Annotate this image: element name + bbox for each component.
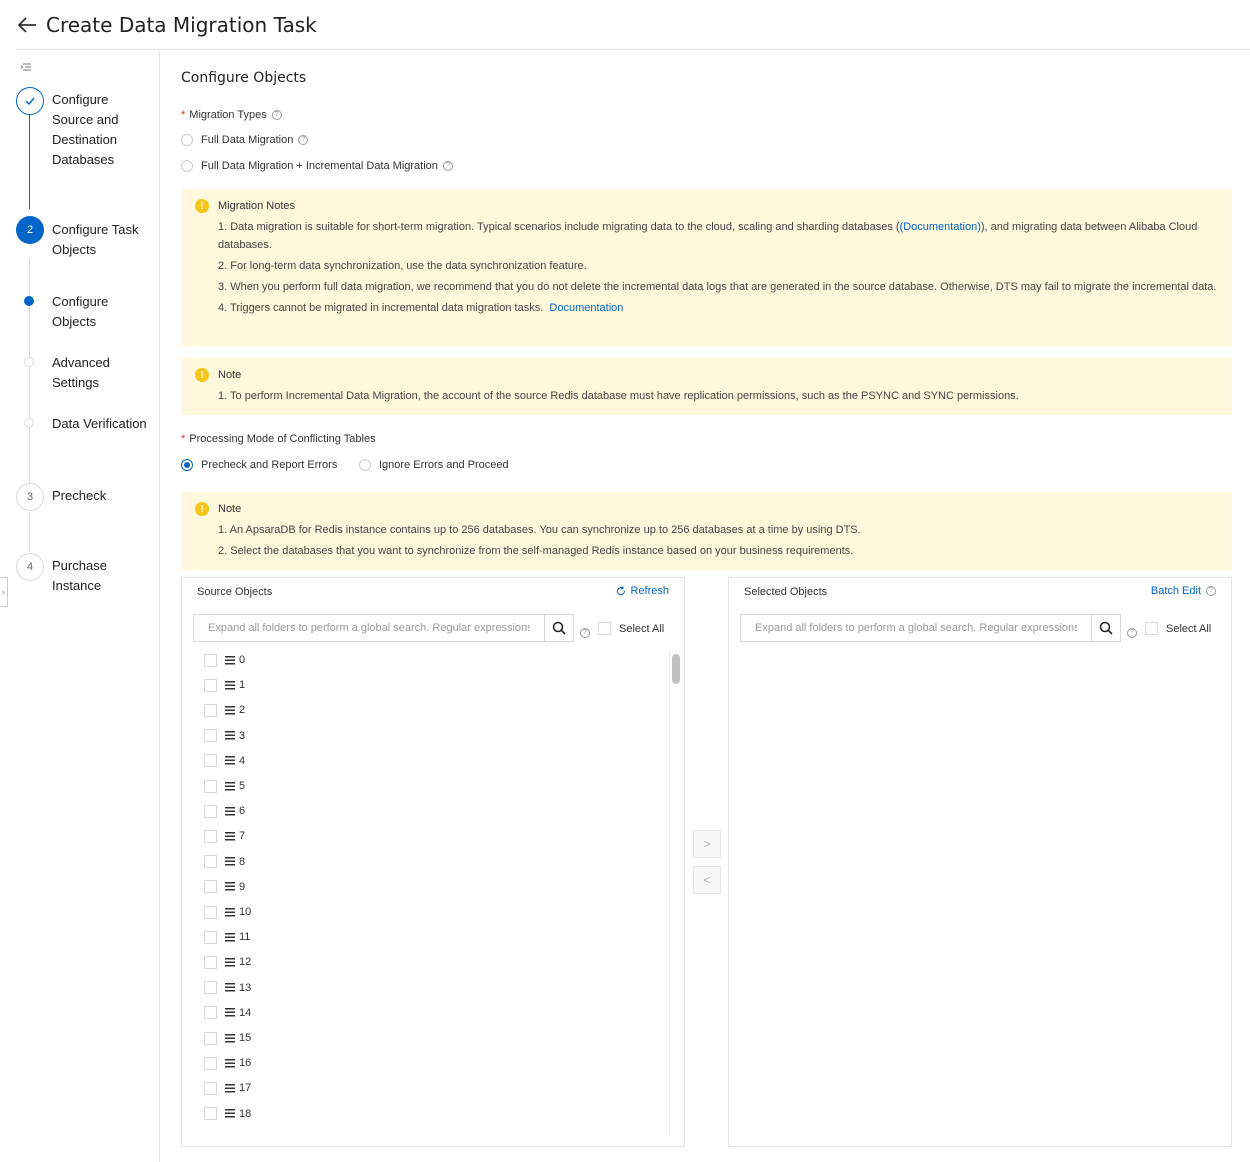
move-right-button[interactable] <box>693 830 721 858</box>
notice-header: ! Note <box>195 502 241 516</box>
conflict-mode-label: * Processing Mode of Conflicting Tables <box>181 433 376 445</box>
tree-item-label: 10 <box>239 906 252 918</box>
tree-item-label: 5 <box>239 780 246 792</box>
step-label-source-destination: Configure Source and Destination Databases <box>52 92 119 167</box>
step-1-done-icon <box>16 87 44 115</box>
step-label-purchase-instance: Purchase Instance <box>52 558 107 593</box>
section-title: Configure Objects <box>181 70 307 86</box>
tree-item-label: 0 <box>239 654 246 666</box>
refresh-button[interactable]: Refresh <box>616 585 669 597</box>
tree-item-label: 12 <box>239 956 252 969</box>
database-icon <box>225 857 235 866</box>
tree-item[interactable] <box>204 726 245 746</box>
database-icon <box>225 756 235 765</box>
migration-types-label: * Migration Types ? <box>181 109 282 121</box>
checkbox[interactable] <box>204 830 217 843</box>
panel-title: Selected Objects <box>744 586 828 598</box>
step-4-circle: 4 <box>16 553 44 581</box>
checkbox[interactable] <box>204 805 217 818</box>
tree-item[interactable] <box>204 650 245 670</box>
database-icon <box>225 958 235 967</box>
tree-item-label: 13 <box>239 981 252 994</box>
tree-item[interactable] <box>204 952 251 972</box>
database-icon <box>225 1109 235 1118</box>
help-icon[interactable]: ? <box>443 161 453 171</box>
tree-item[interactable] <box>204 902 251 922</box>
tree-item[interactable] <box>204 877 245 897</box>
tree-item-label: 11 <box>239 931 251 944</box>
checkbox[interactable] <box>204 1057 217 1070</box>
database-icon <box>225 983 235 992</box>
substep-dot-current <box>24 296 34 306</box>
radio-button[interactable] <box>181 160 193 172</box>
database-icon <box>225 807 235 816</box>
list-item: 1. Data migration is suitable for short-term migration. Typical scenarios include migrating data to the cloud, scaling and sharding databases ((Documentation)), and migrating data between Alibaba Cloud databases. <box>218 221 1198 251</box>
database-icon <box>225 681 235 690</box>
tree-item[interactable] <box>204 675 245 695</box>
substep-dot <box>24 357 34 367</box>
search-help-icon-wrap[interactable] <box>1127 625 1137 639</box>
database-icon <box>225 656 235 665</box>
step-2-circle: 2 <box>16 216 44 244</box>
radio-full-incremental-migration[interactable]: Full Data Migration + Incremental Data Migration ? <box>181 160 453 172</box>
radio-precheck-report-errors[interactable]: Precheck and Report Errors <box>181 459 337 471</box>
tree-item[interactable] <box>204 1078 251 1098</box>
batch-edit-button[interactable]: Batch Edit ? <box>1151 585 1216 597</box>
step-label-precheck: Precheck <box>52 488 107 503</box>
tree-item[interactable] <box>204 826 245 846</box>
step-connector <box>29 115 30 209</box>
checkbox[interactable] <box>204 679 217 692</box>
notes-list <box>218 218 1218 320</box>
checkbox[interactable] <box>204 780 217 793</box>
notes-list <box>218 521 1218 563</box>
database-icon <box>225 882 235 891</box>
tree-item-label: 15 <box>239 1032 252 1044</box>
tree-item-label: 1 <box>239 679 246 692</box>
tree-item-label: 7 <box>239 830 246 843</box>
tree-item-label: 8 <box>239 855 246 868</box>
list-item: 4. Triggers cannot be migrated in incremental data migration tasks. Documentation <box>218 302 624 314</box>
note-box-incremental <box>181 358 1232 415</box>
help-icon[interactable]: ? <box>272 110 282 120</box>
checkbox[interactable] <box>204 931 217 944</box>
panel-title: Source Objects <box>197 586 273 598</box>
list-item: 2. Select the databases that you want to synchronize from the self-managed Redis instance based on your business requirements. <box>218 545 854 557</box>
database-icon <box>225 933 235 942</box>
tree-item[interactable] <box>204 1028 251 1048</box>
selected-search-input[interactable] <box>741 615 1091 641</box>
search-icon[interactable] <box>1091 615 1120 641</box>
checkbox[interactable] <box>204 1006 217 1019</box>
notes-list <box>218 387 1218 408</box>
collapse-menu-icon[interactable] <box>20 61 32 73</box>
tree-item[interactable] <box>204 927 250 947</box>
migration-notes-box <box>181 189 1232 346</box>
search-help-icon-wrap[interactable] <box>580 625 590 639</box>
radio-full-migration[interactable]: Full Data Migration ? <box>181 134 308 146</box>
checkbox[interactable] <box>204 704 217 717</box>
database-icon <box>225 706 235 715</box>
warning-icon: ! <box>195 199 209 213</box>
tree-item[interactable] <box>204 852 245 872</box>
substep-dot <box>24 418 34 428</box>
database-icon <box>225 908 235 917</box>
scrollbar-thumb[interactable] <box>672 654 680 684</box>
tree-item[interactable] <box>204 801 245 821</box>
tree-item-label: 16 <box>239 1057 252 1070</box>
checkbox[interactable] <box>204 729 217 742</box>
notice-header: ! Migration Notes <box>195 199 295 213</box>
expand-sidebar-chevron-icon[interactable]: › <box>0 577 8 607</box>
documentation-link[interactable]: (Documentation) <box>899 221 981 233</box>
tree-item[interactable] <box>204 1104 251 1124</box>
move-left-button[interactable] <box>693 866 721 894</box>
page-title: Create Data Migration Task <box>46 12 317 37</box>
tree-item-label: 6 <box>239 805 246 818</box>
chevron-left-icon: < <box>703 873 711 887</box>
checkbox[interactable] <box>598 622 611 635</box>
source-select-all[interactable]: Select All <box>598 622 664 635</box>
help-icon[interactable]: ? <box>1127 628 1137 638</box>
step-connector <box>29 513 30 551</box>
tree-item[interactable] <box>204 751 245 771</box>
selected-select-all[interactable]: Select All <box>1145 622 1211 635</box>
database-icon <box>225 731 235 740</box>
checkbox[interactable] <box>1145 622 1158 635</box>
checkbox[interactable] <box>204 1082 217 1095</box>
database-icon <box>225 1034 235 1043</box>
checkbox[interactable] <box>204 754 217 767</box>
radio-ignore-errors[interactable]: Ignore Errors and Proceed <box>359 459 509 471</box>
source-search-box <box>193 614 574 642</box>
radio-button[interactable] <box>359 459 371 471</box>
radio-button-checked[interactable] <box>181 459 193 471</box>
tree-item[interactable] <box>204 700 245 720</box>
page-header <box>16 0 1250 50</box>
substep-advanced-settings: Advanced Settings <box>52 355 110 390</box>
refresh-icon <box>616 586 626 596</box>
step-3-circle: 3 <box>16 483 44 511</box>
substep-data-verification: Data Verification <box>52 416 147 431</box>
help-icon[interactable]: ? <box>580 628 590 638</box>
database-icon <box>225 1059 235 1068</box>
help-icon[interactable]: ? <box>298 135 308 145</box>
source-objects-panel <box>181 577 685 1147</box>
back-arrow-icon[interactable] <box>16 14 38 36</box>
checkbox[interactable] <box>204 880 217 893</box>
tree-item[interactable] <box>204 776 245 796</box>
database-icon <box>225 1084 235 1093</box>
source-object-tree <box>193 650 669 1136</box>
checkbox[interactable] <box>204 956 217 969</box>
checkbox[interactable] <box>204 654 217 667</box>
checkbox[interactable] <box>204 981 217 994</box>
source-search-input[interactable] <box>194 615 544 641</box>
list-item: 2. For long-term data synchronization, use the data synchronization feature. <box>218 260 587 272</box>
tree-item[interactable] <box>204 1053 251 1073</box>
selected-objects-panel <box>728 577 1232 1147</box>
database-icon <box>225 832 235 841</box>
note-box-redis <box>181 492 1232 570</box>
checkbox[interactable] <box>204 1032 217 1045</box>
radio-button[interactable] <box>181 134 193 146</box>
warning-icon: ! <box>195 368 209 382</box>
tree-item-label: 18 <box>239 1107 252 1120</box>
tree-item[interactable] <box>204 1003 251 1023</box>
list-item: 1. To perform Incremental Data Migration, the account of the source Redis database must have replication permissions, such as the PSYNC and SYNC permissions. <box>218 390 1019 402</box>
chevron-right-icon: > <box>703 837 711 851</box>
checkbox[interactable] <box>204 1107 217 1120</box>
tree-item-label: 14 <box>239 1006 252 1019</box>
steps-sidebar <box>0 51 160 1162</box>
step-label-task-objects: Configure Task Objects <box>52 222 139 257</box>
search-icon[interactable] <box>544 615 573 641</box>
tree-item-label: 9 <box>239 880 246 893</box>
documentation-link[interactable]: Documentation <box>549 302 624 314</box>
notice-header: ! Note <box>195 368 241 382</box>
tree-item-label: 17 <box>239 1082 252 1095</box>
checkbox[interactable] <box>204 906 217 919</box>
help-icon[interactable]: ? <box>1206 586 1216 596</box>
list-item: 3. When you perform full data migration, we recommend that you do not delete the incremental data logs that are generated in the source database. Otherwise, DTS may fail to migrate the incremental data. <box>218 281 1217 293</box>
tree-item-label: 3 <box>239 729 246 742</box>
tree-scrollbar[interactable] <box>669 650 680 1136</box>
database-icon <box>225 1008 235 1017</box>
selected-search-box <box>740 614 1121 642</box>
tree-item-label: 4 <box>239 754 246 767</box>
step-connector <box>29 259 30 483</box>
warning-icon: ! <box>195 502 209 516</box>
checkbox[interactable] <box>204 855 217 868</box>
list-item: 1. An ApsaraDB for Redis instance contains up to 256 databases. You can synchronize up to 256 databases at a time by using DTS. <box>218 524 861 536</box>
database-icon <box>225 782 235 791</box>
substep-configure-objects: Configure Objects <box>52 294 109 329</box>
tree-item-label: 2 <box>239 704 246 717</box>
tree-item[interactable] <box>204 978 251 998</box>
